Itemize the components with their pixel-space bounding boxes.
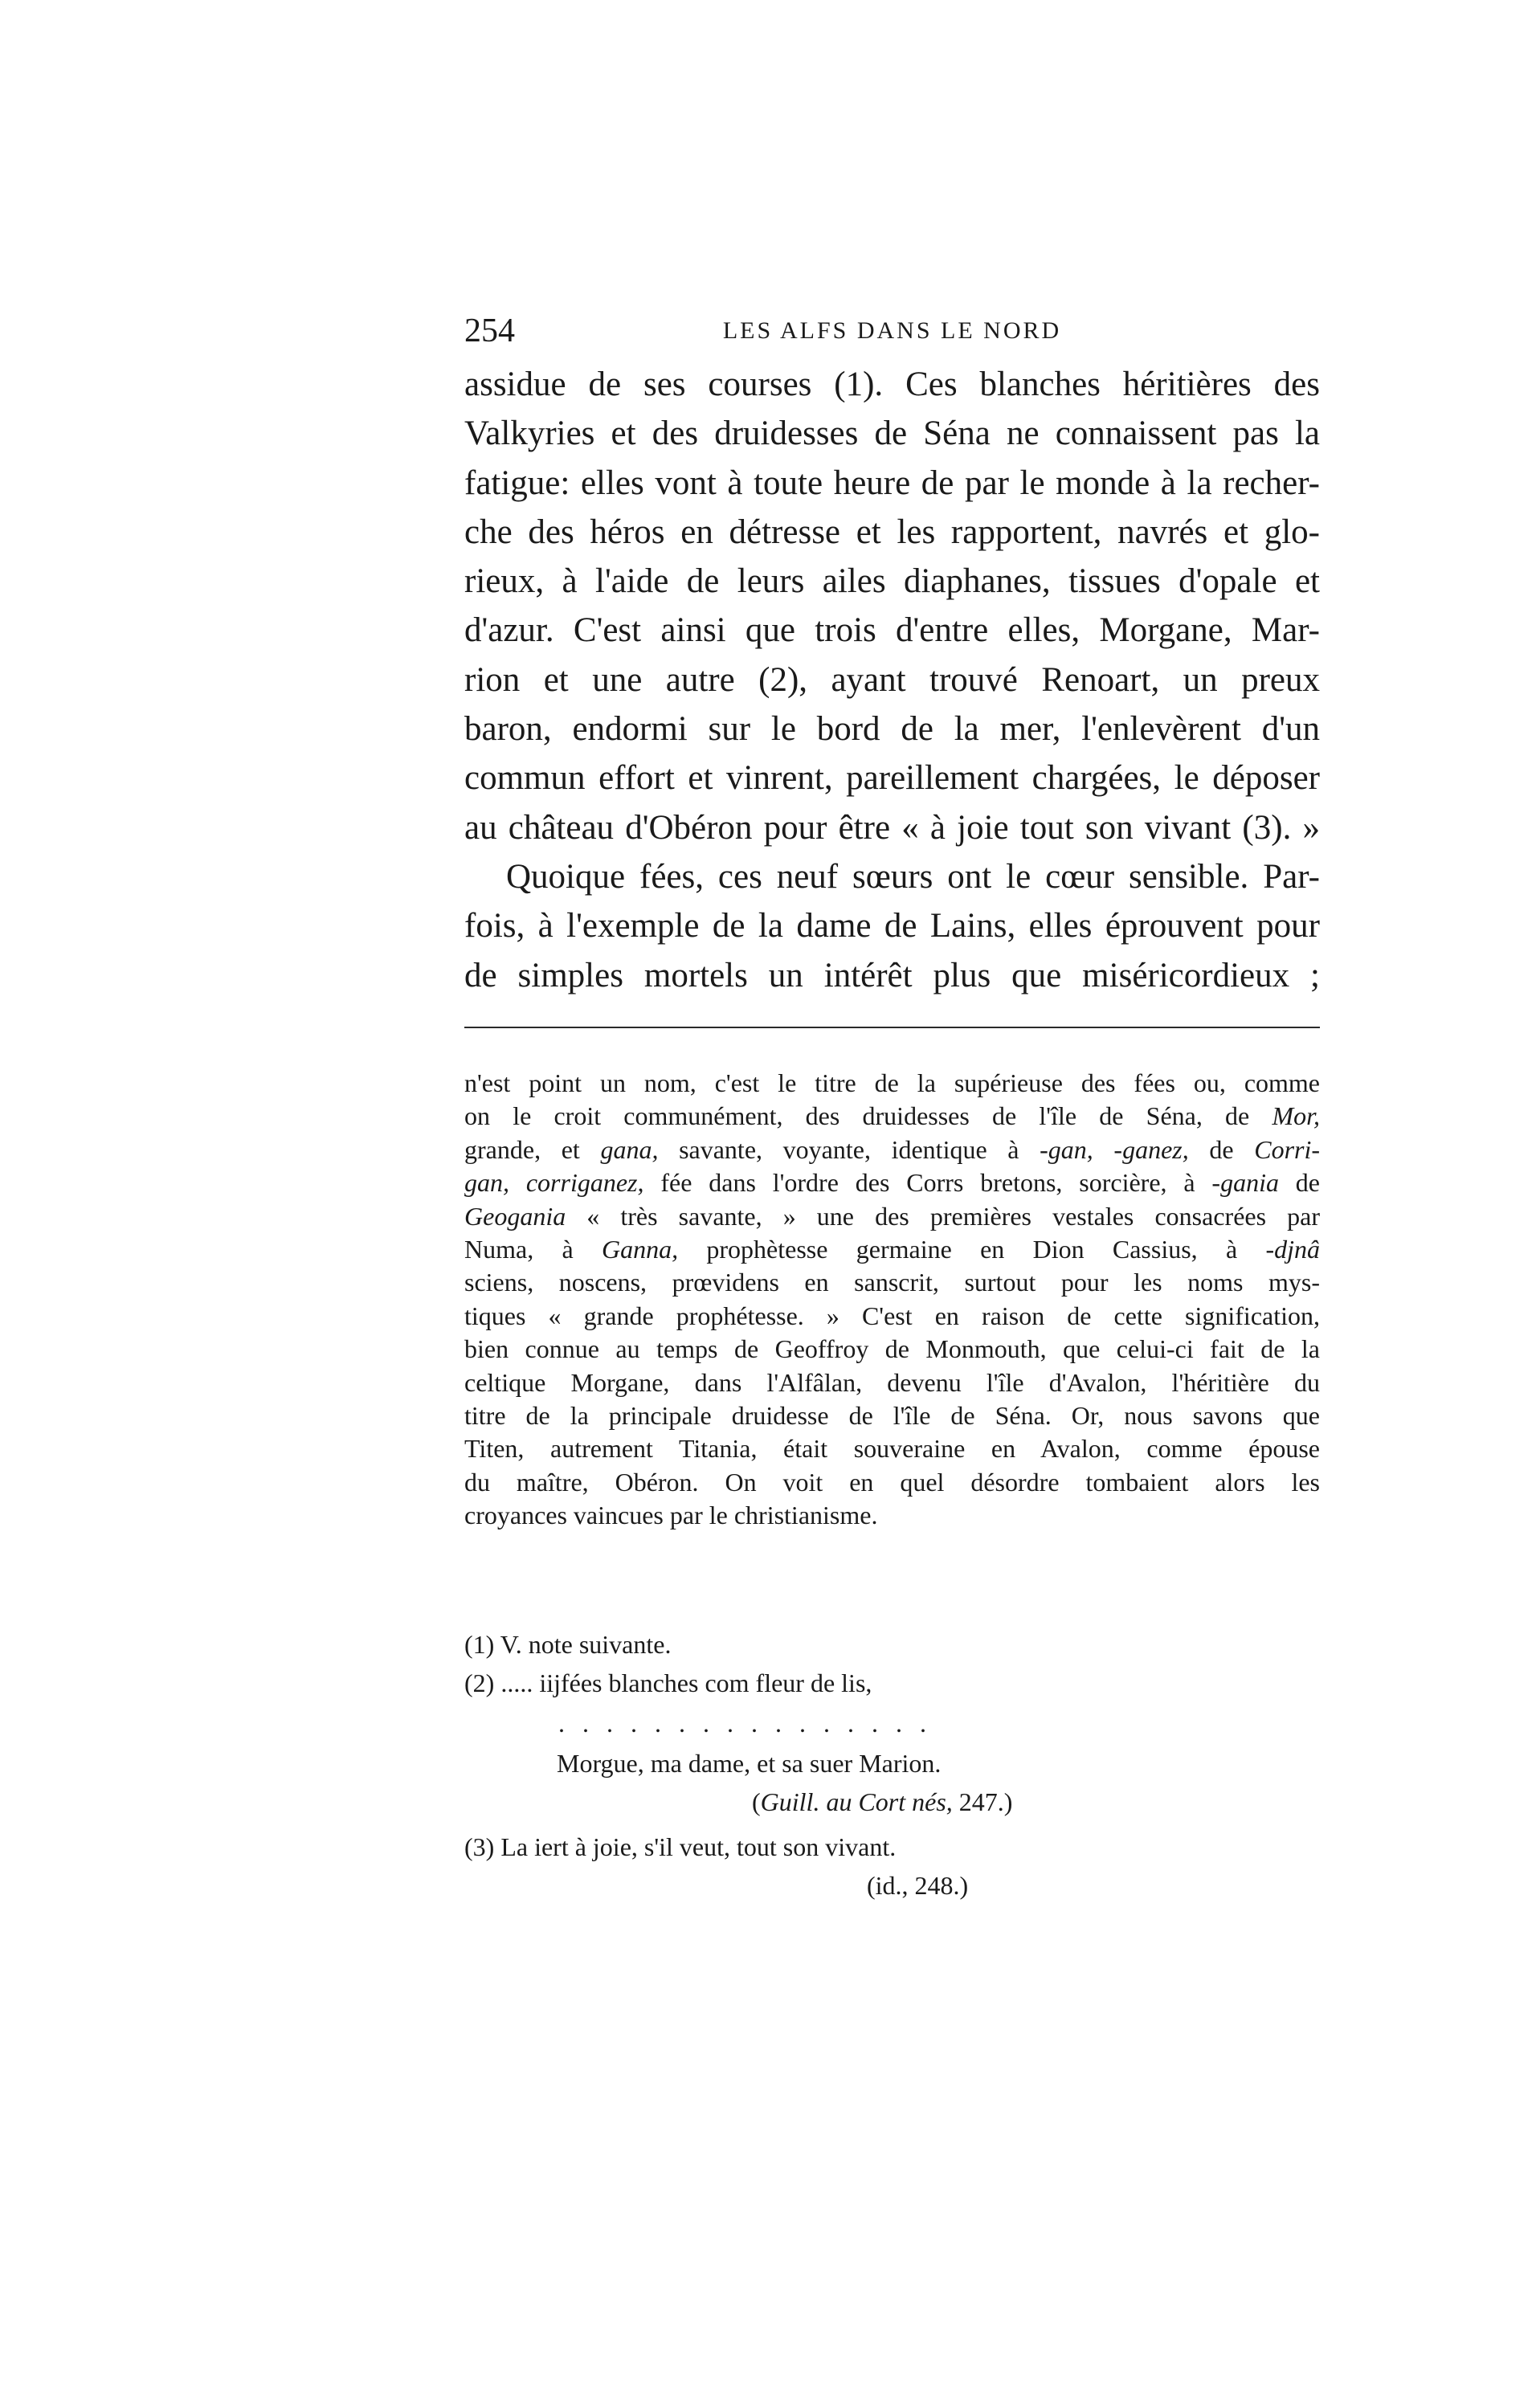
text-line: fois, à l'exemple de la dame de Lains, elles éprouvent pour (464, 907, 1320, 945)
text-line: au château d'Obéron pour être « à joie tout son vivant (3). » (464, 808, 1320, 847)
note-line: gan, corriganez, fée dans l'ordre des Corrs bretons, sorcière, à -gania de (464, 1168, 1321, 1198)
note-continuation (464, 1067, 1320, 1532)
footnotes (464, 1625, 1320, 1905)
note-line: titre de la principale druidesse de l'île de Séna. Or, nous savons que (464, 1400, 1320, 1430)
footnote-1: (1) V. note suivante. (464, 1630, 672, 1659)
citation: (id., 248.) (867, 1871, 969, 1900)
note-line: n'est point un nom, c'est le titre de la supérieuse des fées ou, comme (464, 1068, 1320, 1097)
text-line: Quoique fées, ces neuf sœurs ont le cœur sensible. Par- (506, 857, 1320, 896)
main-text (464, 360, 1320, 1000)
footnote-3: (3) La iert à joie, s'il veut, tout son vivant. (464, 1832, 897, 1861)
note-line: croyances vaincues par le christianisme. (464, 1501, 878, 1530)
footnote-rule (464, 1027, 1320, 1028)
ellipsis-dots: ................ (558, 1709, 944, 1738)
text-line: rion et une autre (2), ayant trouvé Renoart, un preux (464, 660, 1320, 699)
running-title: LES ALFS DANS LE NORD (722, 317, 1062, 344)
note-line: celtique Morgane, dans l'Alfâlan, devenu l'île d'Avalon, l'héritière du (464, 1367, 1320, 1397)
text-line: rieux, à l'aide de leurs ailes diaphanes, tissues d'opale et (464, 562, 1320, 601)
note-line: tiques « grande prophétesse. » C'est en raison de cette signification, (464, 1301, 1320, 1330)
note-line: Titen, autrement Titania, était souveraine en Avalon, comme épouse (464, 1434, 1320, 1464)
note-line: du maître, Obéron. On voit en quel désordre tombaient alors les (464, 1467, 1320, 1497)
text-line: Valkyries et des druidesses de Séna ne connaissent pas la (464, 415, 1320, 453)
text-line: fatigue: elles vont à toute heure de par le monde à la recher- (464, 464, 1320, 502)
note-line: bien connue au temps de Geoffroy de Monmouth, que celui-ci fait de la (464, 1334, 1320, 1364)
text-line: d'azur. C'est ainsi que trois d'entre elles, Morgane, Mar- (464, 611, 1320, 650)
note-line: sciens, noscens, prœvidens en sanscrit, surtout pour les noms mys- (464, 1268, 1320, 1297)
page-number: 254 (464, 312, 515, 349)
note-line: grande, et gana, savante, voyante, identique à -gan, -ganez, de Corri- (464, 1134, 1321, 1164)
footnote-2: (2) ..... iijfées blanches com fleur de lis, (464, 1668, 872, 1697)
text-line: commun effort et vinrent, pareillement chargées, le déposer (464, 759, 1320, 798)
quoted-verse: Morgue, ma dame, et sa suer Marion. (557, 1749, 942, 1778)
text-line: assidue de ses courses (1). Ces blanches héritières des (464, 366, 1320, 403)
text-line: che des héros en détresse et les rapportent, navrés et glo- (464, 513, 1320, 551)
note-line: Geogania « très savante, » une des premières vestales consacrées par (464, 1201, 1320, 1231)
text-line: baron, endormi sur le bord de la mer, l'enlevèrent d'un (464, 710, 1320, 749)
citation: (Guill. au Cort nés, 247.) (752, 1787, 1013, 1816)
running-head (464, 310, 1320, 352)
note-line: on le croit communément, des druidesses de l'île de Séna, de Mor, (464, 1101, 1320, 1131)
text-line: de simples mortels un intérêt plus que miséricordieux ; (464, 956, 1320, 994)
note-line: Numa, à Ganna, prophètesse germaine en Dion Cassius, à -djnâ (464, 1234, 1321, 1264)
